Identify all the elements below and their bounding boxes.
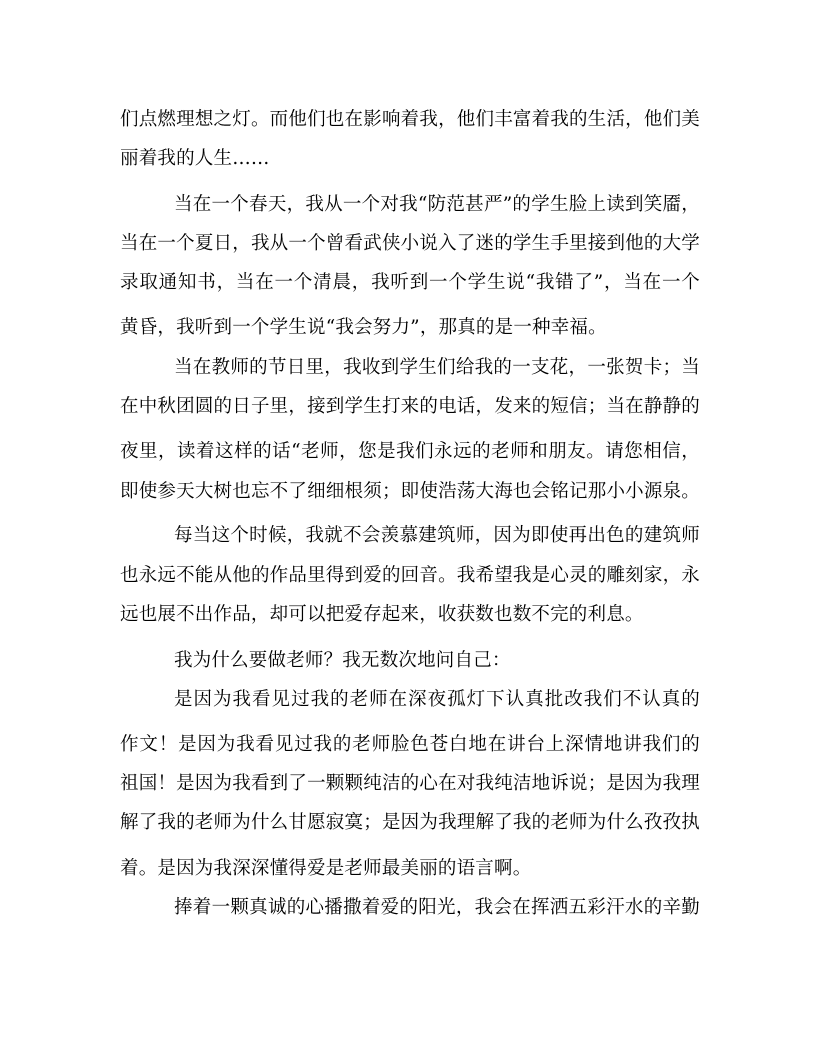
text-line: 远也展不出作品，却可以把爱存起来，收获数也数不完的利息。 [120,604,644,625]
text-line: 也永远不能从他的作品里得到爱的回音。我希望我是心灵的雕刻家，永 [120,565,700,586]
paragraph-first-line: 当在教师的节日里，我收到学生们给我的一支花，一张贺卡；当 [174,357,700,378]
text-line: 黄昏，我听到一个学生说“我会努力”，那真的是一种幸福。 [120,317,607,338]
text-line: 在中秋团圆的日子里，接到学生打来的电话，发来的短信；当在静静的 [120,396,700,417]
text-line: 录取通知书，当在一个清晨，我听到一个学生说“我错了”，当在一个 [120,272,700,293]
text-line: 们点燃理想之灯。而他们也在影响着我，他们丰富着我的生活，他们美 [120,109,700,130]
text-line: 祖国！是因为我看到了一颗颗纯洁的心在对我纯洁地诉说；是因为我理 [120,773,700,794]
text-line: 当在一个夏日，我从一个曾看武侠小说入了迷的学生手里接到他的大学 [120,233,700,254]
paragraph-first-line: 捧着一颗真诚的心播撒着爱的阳光，我会在挥洒五彩汗水的辛勤 [174,897,700,918]
text-line: 即使参天大树也忘不了细细根须；即使浩荡大海也会铭记那小小源泉。 [120,481,700,502]
text-line: 丽着我的人生…… [120,148,270,169]
text-line: 着。是因为我深深懂得爱是老师最美丽的语言啊。 [120,858,532,879]
paragraph-first-line: 我为什么要做老师？我无数次地问自己： [174,650,511,671]
text-line: 解了我的老师为什么甘愿寂寞；是因为我理解了我的老师为什么孜孜执 [120,812,700,833]
text-line: 作文！是因为我看见过我的老师脸色苍白地在讲台上深情地讲我们的 [120,734,700,755]
paragraph-first-line: 是因为我看见过我的老师在深夜孤灯下认真批改我们不认真的 [174,689,700,710]
paragraph-first-line: 每当这个时候，我就不会羡慕建筑师，因为即使再出色的建筑师 [174,525,700,546]
paragraph-first-line: 当在一个春天，我从一个对我“防范甚严”的学生脸上读到笑靥， [174,194,700,215]
text-line: 夜里，读着这样的话“老师，您是我们永远的老师和朋友。请您相信， [120,441,700,462]
